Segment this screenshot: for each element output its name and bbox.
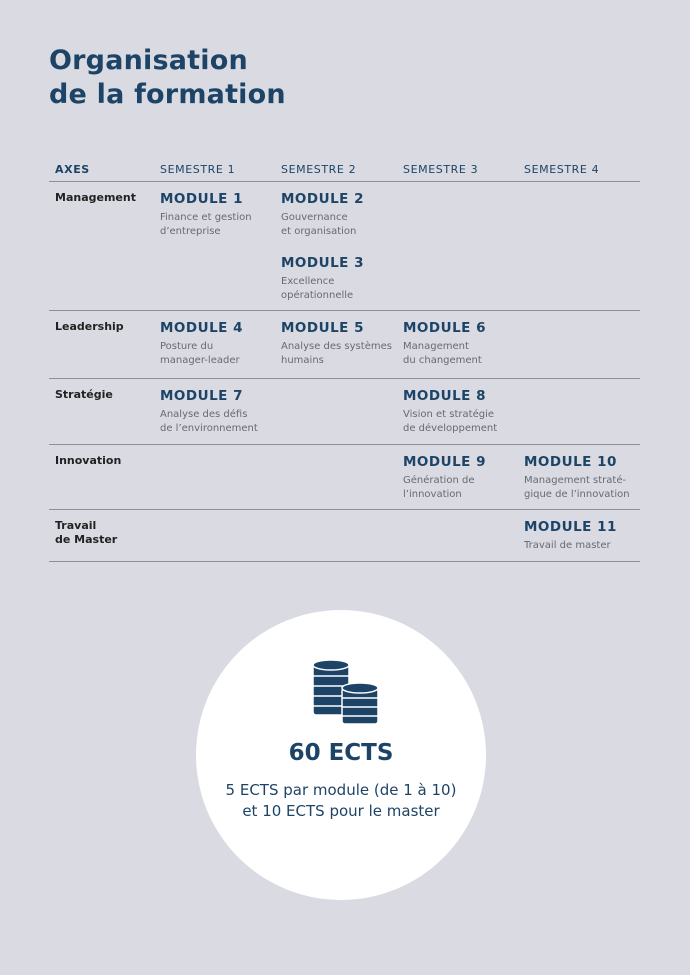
module-title: MODULE 6	[403, 320, 486, 336]
coins-icon	[311, 658, 381, 728]
module-title: MODULE 4	[160, 320, 243, 336]
module-description: Gouvernance et organisation	[281, 212, 357, 237]
header-semestre-4: SEMESTRE 4	[524, 163, 600, 176]
module-1	[160, 191, 252, 239]
module-description: Analyse des défis de l’environnement	[160, 409, 258, 434]
module-description: Management straté- gique de l’innovation	[524, 475, 630, 500]
module-title: MODULE 5	[281, 320, 364, 336]
row-leadership	[49, 311, 640, 379]
ects-total: 60 ECTS	[288, 740, 394, 766]
module-description: Analyse des systèmes humains	[281, 341, 392, 366]
module-title: MODULE 7	[160, 388, 243, 404]
module-description: Management du changement	[403, 341, 482, 366]
ects-detail-line-1: 5 ECTS par module (de 1 à 10)	[225, 781, 457, 799]
module-2	[281, 191, 364, 239]
row-innovation	[49, 445, 640, 510]
module-title: MODULE 3	[281, 255, 364, 271]
title-line-2: de la formation	[49, 79, 286, 110]
row-travail-de-master	[49, 510, 640, 562]
axis-label: Innovation	[55, 454, 122, 467]
module-title: MODULE 10	[524, 454, 617, 470]
title-line-1: Organisation	[49, 45, 248, 76]
module-description: Finance et gestion d’entreprise	[160, 212, 252, 237]
module-5	[281, 320, 392, 368]
axis-label-line-1: Travail	[55, 519, 97, 532]
module-description: Travail de master	[524, 540, 611, 551]
module-8	[403, 388, 497, 436]
module-title: MODULE 11	[524, 519, 617, 535]
row-management	[49, 182, 640, 311]
header-semestre-3: SEMESTRE 3	[403, 163, 479, 176]
axis-label: Management	[55, 191, 136, 204]
table-header	[49, 160, 640, 182]
module-title: MODULE 8	[403, 388, 486, 404]
page-title	[49, 44, 286, 112]
ects-detail	[196, 780, 486, 822]
header-axes: AXES	[55, 163, 90, 176]
axis-label: Stratégie	[55, 388, 113, 401]
module-description: Génération de l’innovation	[403, 475, 475, 500]
module-title: MODULE 2	[281, 191, 364, 207]
module-10	[524, 454, 630, 502]
ects-detail-line-2: et 10 ECTS pour le master	[242, 802, 440, 820]
axis-label	[55, 519, 117, 547]
module-3	[281, 255, 364, 303]
module-7	[160, 388, 258, 436]
row-strategie	[49, 379, 640, 445]
curriculum-table	[49, 160, 640, 562]
module-title: MODULE 9	[403, 454, 486, 470]
axis-label: Leadership	[55, 320, 124, 333]
module-6	[403, 320, 486, 368]
module-11	[524, 519, 617, 553]
header-semestre-1: SEMESTRE 1	[160, 163, 236, 176]
module-description: Posture du manager-leader	[160, 341, 240, 366]
header-semestre-2: SEMESTRE 2	[281, 163, 357, 176]
module-4	[160, 320, 243, 368]
module-description: Vision et stratégie de développement	[403, 409, 498, 434]
module-description: Excellence opérationnelle	[281, 276, 354, 301]
module-9	[403, 454, 486, 502]
axis-label-line-2: de Master	[55, 533, 118, 546]
ects-circle	[196, 610, 486, 900]
module-title: MODULE 1	[160, 191, 243, 207]
